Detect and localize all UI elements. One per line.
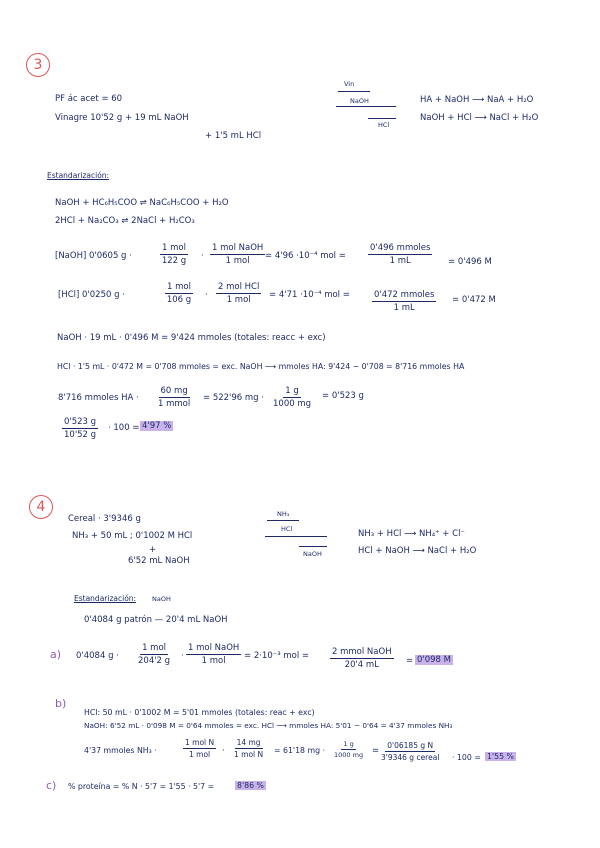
problem-4-number: 4	[29, 495, 53, 519]
standardization-title: Estandarización:	[47, 171, 110, 180]
b-equals: =	[372, 746, 380, 756]
b-mid-2: · 100 =	[452, 753, 481, 762]
diagram-label-bottom: NaOH	[303, 550, 322, 558]
fraction: $\frac{0'523 g}{10'52 g}$	[64, 417, 97, 440]
ha-mid: = 522'96 mg ·	[203, 393, 264, 403]
hcl-mid: = 4'71 ·10⁻⁴ mol =	[269, 290, 350, 300]
b-start: 4'37 mmoles NH₃ ·	[84, 746, 157, 755]
plus-sign: +	[149, 545, 157, 555]
diagram-label-mid: HCl	[281, 525, 293, 533]
diagram-line	[338, 91, 370, 92]
answer-highlight: 4'97 %	[142, 421, 172, 431]
diagram-line	[265, 536, 327, 537]
answer-highlight: 8'86 %	[237, 781, 264, 790]
dot: ·	[181, 651, 184, 661]
naoh-calc-label: [NaOH] 0'0605 g ·	[55, 251, 132, 261]
diagram-line	[299, 546, 327, 547]
item-a-label: a)	[50, 648, 62, 661]
equation-1: NaOH + HC₆H₅COO ⇌ NaC₆H₅COO + H₂O	[55, 198, 229, 208]
diagram-line	[267, 520, 299, 521]
pct-mid: · 100 =	[108, 423, 140, 433]
fraction: 1 mol N 1 mol	[185, 738, 215, 759]
ha-result: = 0'523 g	[322, 391, 364, 401]
diagram-line	[336, 106, 396, 107]
answer-highlight: 1'55 %	[487, 752, 514, 761]
dot: ·	[201, 251, 204, 261]
a-mid: = 2·10⁻³ mol =	[244, 651, 310, 661]
standardization-sub: NaOH	[152, 595, 171, 603]
reaction-2: NaOH + HCl ⟶ NaCl + H₂O	[420, 113, 539, 123]
cereal-line: Cereal · 3'9346 g	[68, 514, 141, 524]
diagram-line	[368, 118, 396, 119]
fraction: 0'496 mmoles 1 mL	[370, 243, 431, 266]
b-line-1: HCl: 50 mL · 0'1002 M = 5'01 mmoles (totales: reac + exc)	[84, 708, 315, 717]
pf-line: PF ác acet = 60	[55, 94, 123, 104]
b-line-2: NaOH: 6'52 mL · 0'098 M = 0'64 mmoles = exc. HCl ⟶ mmoles HA: 5'01 − 0'64 = 4'37 mmoles NH₃	[84, 721, 453, 730]
problem-3-number: 3	[26, 53, 50, 77]
fraction: 0'06185 g N 3'9346 g cereal	[381, 741, 440, 762]
fraction: 1 mol 204'2 g	[138, 643, 171, 666]
fraction: 0'472 mmoles 1 mL	[374, 290, 435, 313]
standardization-title: Estandarización:	[74, 594, 137, 603]
fraction: 2 mol HCl 1 mol	[218, 282, 260, 305]
naoh-total-line: NaOH · 19 mL · 0'496 M = 9'424 mmoles (totales: reacc + exc)	[57, 333, 326, 343]
naoh-mid: = 4'96 ·10⁻⁴ mol =	[265, 251, 346, 261]
equals: =	[406, 656, 414, 666]
diagram-label-bottom: HCl	[378, 121, 390, 129]
answer-highlight: 0'098 M	[417, 655, 452, 665]
item-b-label: b)	[55, 697, 67, 710]
hcl-add-line: + 1'5 mL HCl	[205, 131, 262, 141]
diagram-label-top: NH₃	[277, 510, 290, 518]
reaction-2: HCl + NaOH ⟶ NaCl + H₂O	[358, 546, 477, 556]
c-text: % proteína = % N · 5'7 = 1'55 · 5'7 =	[68, 782, 215, 791]
fraction: $\frac{1 g}{1000 mg}$	[334, 740, 364, 759]
dot: ·	[222, 746, 225, 756]
hcl-result: = 0'472 M	[452, 295, 496, 305]
equation-2: 2HCl + Na₂CO₃ ⇌ 2NaCl + H₂CO₃	[55, 216, 195, 226]
a-start: 0'4084 g ·	[76, 651, 119, 661]
diagram-label-mid: NaOH	[350, 97, 369, 105]
fraction: 1 mol NaOH 1 mol	[188, 643, 240, 666]
fraction: 1 mol 106 g	[166, 282, 192, 305]
fraction: 1 mol NaOH 1 mol	[212, 243, 264, 266]
naoh-result: = 0'496 M	[448, 257, 492, 267]
hcl-excess-line: HCl · 1'5 mL · 0'472 M = 0'708 mmoles = exc. NaOH ⟶ mmoles HA: 9'424 − 0'708 = 8'716 mmoles HA	[57, 362, 465, 371]
fraction: 2 mmol NaOH 20'4 mL	[332, 647, 392, 670]
patron-line: 0'4084 g patrón — 20'4 mL NaOH	[84, 615, 228, 625]
reaction-1: NH₃ + HCl ⟶ NH₄⁺ + Cl⁻	[358, 529, 465, 539]
item-c-label: c)	[46, 779, 57, 792]
dot: ·	[205, 290, 208, 300]
vinagre-line: Vinagre 10'52 g + 19 mL NaOH	[55, 113, 189, 123]
fraction: 1 mol 122 g	[161, 243, 187, 266]
reaction-1: HA + NaOH ⟶ NaA + H₂O	[420, 95, 534, 105]
fraction: $\frac{1 g}{1000 mg}$	[273, 386, 312, 409]
nh3-line: NH₃ + 50 mL ; 0'1002 M HCl	[72, 531, 193, 541]
hcl-calc-label: [HCl] 0'0250 g ·	[58, 290, 125, 300]
fraction: 60 mg 1 mmol	[158, 386, 191, 409]
diagram-label-top: Vin	[344, 80, 355, 88]
fraction: 14 mg 1 mol N	[234, 738, 264, 759]
b-mid: = 61'18 mg ·	[274, 746, 325, 755]
naoh-add-line: 6'52 mL NaOH	[128, 556, 190, 566]
ha-calc-label: 8'716 mmoles HA ·	[58, 393, 139, 403]
